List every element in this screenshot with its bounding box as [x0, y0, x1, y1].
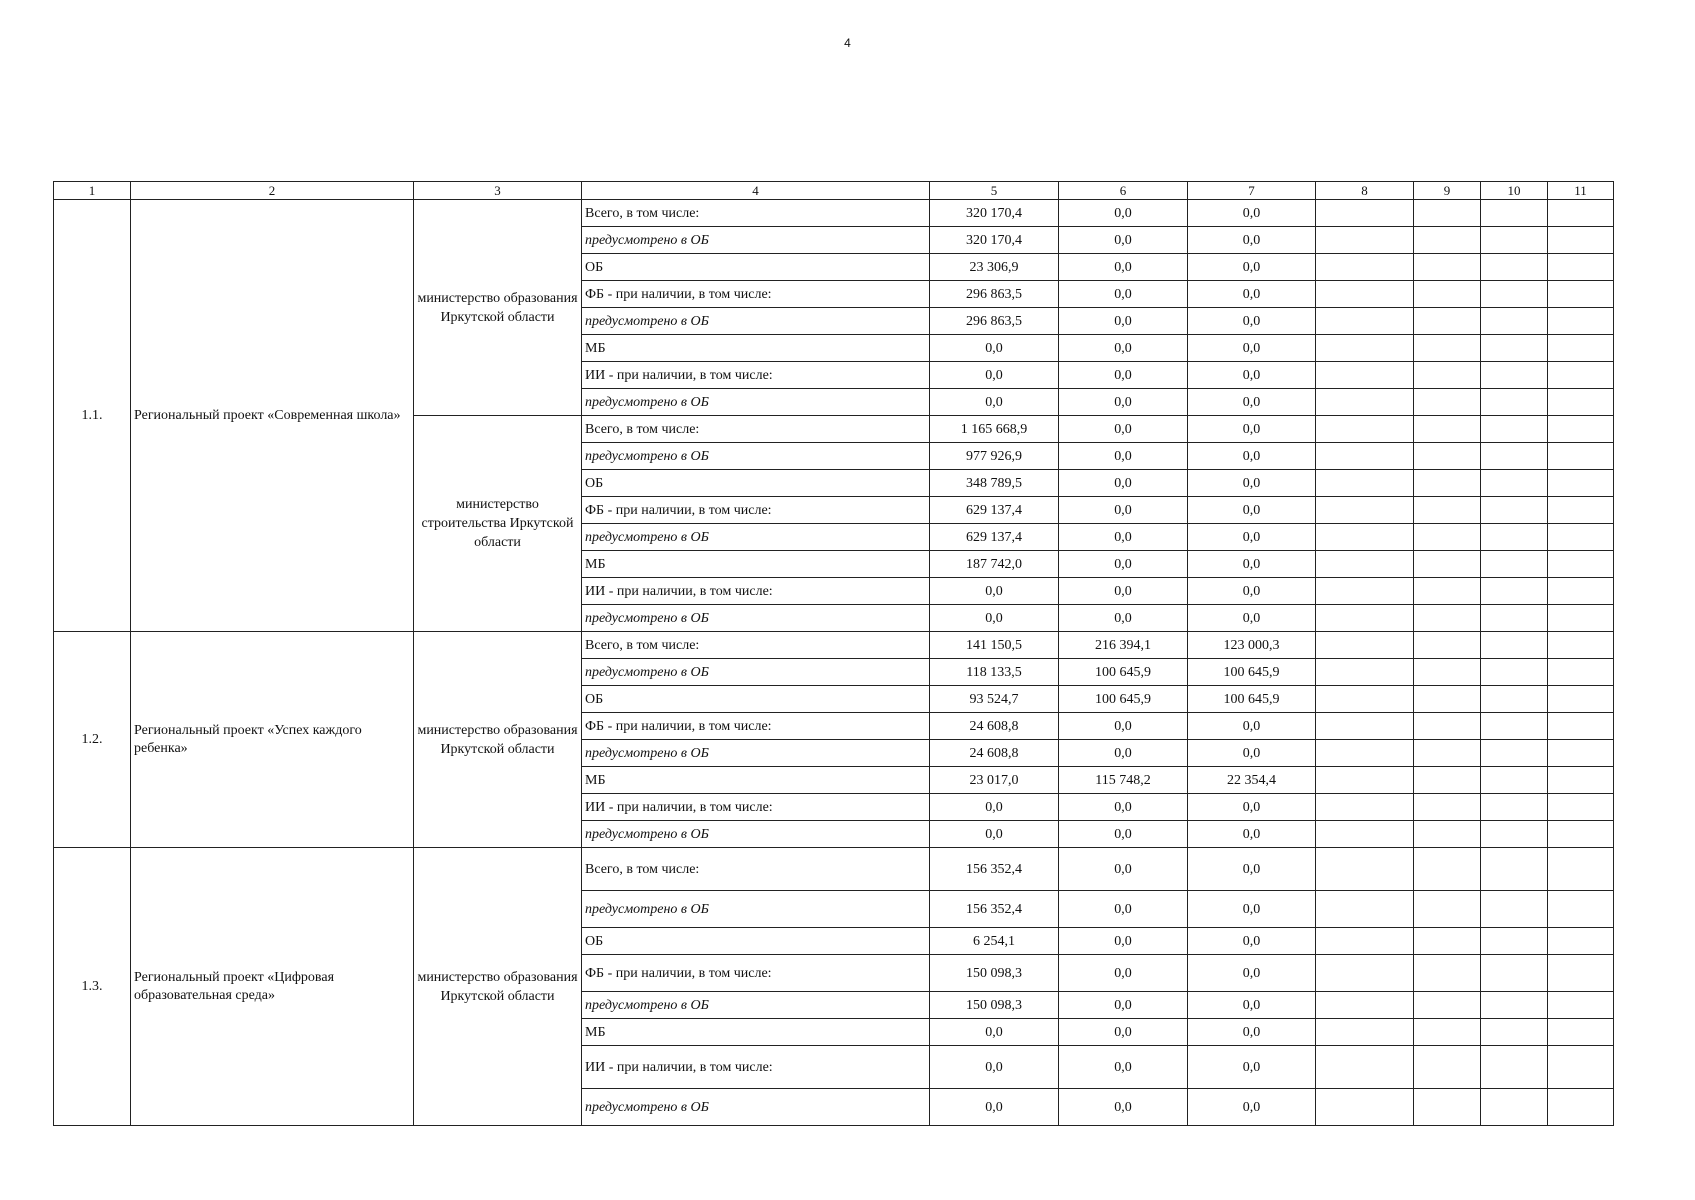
- empty-col10: [1481, 794, 1548, 821]
- section-number: 1.3.: [54, 848, 131, 1126]
- value-col7: 0,0: [1188, 443, 1316, 470]
- empty-col10: [1481, 254, 1548, 281]
- empty-col9: [1414, 632, 1481, 659]
- funding-source: Всего, в том числе:: [582, 416, 930, 443]
- empty-col9: [1414, 955, 1481, 992]
- empty-col9: [1414, 928, 1481, 955]
- empty-col8: [1316, 767, 1414, 794]
- value-col5: 0,0: [930, 362, 1059, 389]
- funding-source: предусмотрено в ОБ: [582, 605, 930, 632]
- empty-col11: [1548, 416, 1614, 443]
- empty-col9: [1414, 713, 1481, 740]
- empty-col11: [1548, 578, 1614, 605]
- funding-source: ИИ - при наличии, в том числе:: [582, 578, 930, 605]
- empty-col10: [1481, 740, 1548, 767]
- empty-col8: [1316, 254, 1414, 281]
- value-col7: 0,0: [1188, 928, 1316, 955]
- value-col6: 0,0: [1059, 254, 1188, 281]
- empty-col11: [1548, 713, 1614, 740]
- funding-source: предусмотрено в ОБ: [582, 891, 930, 928]
- empty-col10: [1481, 551, 1548, 578]
- funding-source: ФБ - при наличии, в том числе:: [582, 497, 930, 524]
- value-col7: 0,0: [1188, 992, 1316, 1019]
- value-col5: 0,0: [930, 821, 1059, 848]
- empty-col9: [1414, 1019, 1481, 1046]
- value-col7: 0,0: [1188, 955, 1316, 992]
- empty-col8: [1316, 416, 1414, 443]
- empty-col11: [1548, 821, 1614, 848]
- funding-source: ФБ - при наличии, в том числе:: [582, 955, 930, 992]
- value-col5: 0,0: [930, 794, 1059, 821]
- funding-source: Всего, в том числе:: [582, 632, 930, 659]
- empty-col11: [1548, 497, 1614, 524]
- empty-col8: [1316, 389, 1414, 416]
- table-row: [54, 632, 1614, 659]
- value-col7: 0,0: [1188, 605, 1316, 632]
- column-header: 7: [1188, 182, 1316, 200]
- funding-source: предусмотрено в ОБ: [582, 443, 930, 470]
- value-col7: 0,0: [1188, 1019, 1316, 1046]
- funding-source: ОБ: [582, 686, 930, 713]
- value-col7: 0,0: [1188, 578, 1316, 605]
- funding-source: предусмотрено в ОБ: [582, 1089, 930, 1126]
- empty-col10: [1481, 659, 1548, 686]
- empty-col11: [1548, 891, 1614, 928]
- value-col7: 0,0: [1188, 1046, 1316, 1089]
- empty-col11: [1548, 200, 1614, 227]
- empty-col8: [1316, 1046, 1414, 1089]
- empty-col8: [1316, 578, 1414, 605]
- empty-col9: [1414, 848, 1481, 891]
- value-col5: 156 352,4: [930, 891, 1059, 928]
- empty-col8: [1316, 928, 1414, 955]
- empty-col9: [1414, 686, 1481, 713]
- empty-col11: [1548, 659, 1614, 686]
- empty-col10: [1481, 308, 1548, 335]
- funding-source: Всего, в том числе:: [582, 848, 930, 891]
- empty-col11: [1548, 1019, 1614, 1046]
- value-col7: 0,0: [1188, 1089, 1316, 1126]
- empty-col9: [1414, 470, 1481, 497]
- value-col7: 0,0: [1188, 821, 1316, 848]
- value-col6: 100 645,9: [1059, 659, 1188, 686]
- value-col6: 0,0: [1059, 200, 1188, 227]
- value-col6: 0,0: [1059, 713, 1188, 740]
- empty-col11: [1548, 794, 1614, 821]
- value-col5: 118 133,5: [930, 659, 1059, 686]
- value-col6: 0,0: [1059, 955, 1188, 992]
- value-col7: 0,0: [1188, 281, 1316, 308]
- value-col6: 0,0: [1059, 992, 1188, 1019]
- value-col5: 0,0: [930, 335, 1059, 362]
- empty-col11: [1548, 281, 1614, 308]
- empty-col9: [1414, 443, 1481, 470]
- empty-col8: [1316, 443, 1414, 470]
- column-header: 5: [930, 182, 1059, 200]
- table-row: [54, 200, 1614, 227]
- funding-source: ОБ: [582, 254, 930, 281]
- column-header: 8: [1316, 182, 1414, 200]
- value-col6: 100 645,9: [1059, 686, 1188, 713]
- value-col7: 0,0: [1188, 794, 1316, 821]
- value-col6: 0,0: [1059, 891, 1188, 928]
- value-col6: 0,0: [1059, 740, 1188, 767]
- value-col5: 93 524,7: [930, 686, 1059, 713]
- value-col7: 0,0: [1188, 227, 1316, 254]
- empty-col8: [1316, 497, 1414, 524]
- value-col7: 0,0: [1188, 200, 1316, 227]
- value-col6: 0,0: [1059, 1019, 1188, 1046]
- empty-col9: [1414, 281, 1481, 308]
- section-number: 1.1.: [54, 200, 131, 632]
- value-col6: 0,0: [1059, 362, 1188, 389]
- value-col5: 187 742,0: [930, 551, 1059, 578]
- empty-col11: [1548, 308, 1614, 335]
- empty-col10: [1481, 1046, 1548, 1089]
- value-col6: 0,0: [1059, 389, 1188, 416]
- funding-source: Всего, в том числе:: [582, 200, 930, 227]
- value-col5: 150 098,3: [930, 992, 1059, 1019]
- value-col5: 24 608,8: [930, 713, 1059, 740]
- value-col6: 0,0: [1059, 443, 1188, 470]
- section-number: 1.2.: [54, 632, 131, 848]
- value-col5: 296 863,5: [930, 281, 1059, 308]
- funding-source: ИИ - при наличии, в том числе:: [582, 1046, 930, 1089]
- empty-col8: [1316, 632, 1414, 659]
- empty-col8: [1316, 551, 1414, 578]
- empty-col8: [1316, 362, 1414, 389]
- empty-col9: [1414, 794, 1481, 821]
- empty-col10: [1481, 1089, 1548, 1126]
- empty-col10: [1481, 767, 1548, 794]
- value-col5: 150 098,3: [930, 955, 1059, 992]
- value-col5: 141 150,5: [930, 632, 1059, 659]
- value-col6: 216 394,1: [1059, 632, 1188, 659]
- empty-col11: [1548, 362, 1614, 389]
- funding-source: МБ: [582, 551, 930, 578]
- value-col7: 0,0: [1188, 416, 1316, 443]
- value-col6: 0,0: [1059, 1046, 1188, 1089]
- empty-col9: [1414, 200, 1481, 227]
- value-col5: 0,0: [930, 605, 1059, 632]
- empty-col11: [1548, 848, 1614, 891]
- empty-col11: [1548, 1046, 1614, 1089]
- empty-col8: [1316, 891, 1414, 928]
- value-col6: 0,0: [1059, 551, 1188, 578]
- funding-source: ФБ - при наличии, в том числе:: [582, 713, 930, 740]
- empty-col10: [1481, 416, 1548, 443]
- empty-col8: [1316, 1019, 1414, 1046]
- empty-col10: [1481, 632, 1548, 659]
- empty-col8: [1316, 200, 1414, 227]
- empty-col10: [1481, 891, 1548, 928]
- empty-col10: [1481, 928, 1548, 955]
- empty-col11: [1548, 389, 1614, 416]
- value-col7: 0,0: [1188, 497, 1316, 524]
- empty-col9: [1414, 524, 1481, 551]
- funding-source: предусмотрено в ОБ: [582, 227, 930, 254]
- page-number: 4: [844, 36, 851, 50]
- empty-col10: [1481, 389, 1548, 416]
- column-header: 9: [1414, 182, 1481, 200]
- funding-source: МБ: [582, 335, 930, 362]
- empty-col10: [1481, 281, 1548, 308]
- empty-col8: [1316, 821, 1414, 848]
- header-row: [54, 182, 1614, 200]
- value-col7: 0,0: [1188, 335, 1316, 362]
- value-col6: 0,0: [1059, 928, 1188, 955]
- empty-col11: [1548, 254, 1614, 281]
- funding-source: ИИ - при наличии, в том числе:: [582, 794, 930, 821]
- empty-col9: [1414, 497, 1481, 524]
- responsible-executor: министерство образования Иркутской области: [414, 200, 582, 416]
- empty-col10: [1481, 955, 1548, 992]
- value-col6: 0,0: [1059, 848, 1188, 891]
- empty-col11: [1548, 1089, 1614, 1126]
- value-col6: 0,0: [1059, 524, 1188, 551]
- empty-col8: [1316, 686, 1414, 713]
- funding-source: МБ: [582, 1019, 930, 1046]
- empty-col9: [1414, 1089, 1481, 1126]
- empty-col11: [1548, 767, 1614, 794]
- funding-source: ОБ: [582, 928, 930, 955]
- empty-col9: [1414, 308, 1481, 335]
- empty-col10: [1481, 821, 1548, 848]
- empty-col10: [1481, 605, 1548, 632]
- empty-col8: [1316, 470, 1414, 497]
- funding-source: предусмотрено в ОБ: [582, 992, 930, 1019]
- empty-col8: [1316, 848, 1414, 891]
- funding-source: предусмотрено в ОБ: [582, 740, 930, 767]
- value-col5: 24 608,8: [930, 740, 1059, 767]
- value-col6: 115 748,2: [1059, 767, 1188, 794]
- funding-source: предусмотрено в ОБ: [582, 524, 930, 551]
- value-col5: 320 170,4: [930, 227, 1059, 254]
- empty-col9: [1414, 335, 1481, 362]
- funding-source: предусмотрено в ОБ: [582, 821, 930, 848]
- value-col5: 629 137,4: [930, 524, 1059, 551]
- empty-col9: [1414, 821, 1481, 848]
- empty-col9: [1414, 254, 1481, 281]
- empty-col11: [1548, 605, 1614, 632]
- value-col5: 0,0: [930, 1019, 1059, 1046]
- value-col6: 0,0: [1059, 227, 1188, 254]
- empty-col9: [1414, 227, 1481, 254]
- value-col6: 0,0: [1059, 308, 1188, 335]
- responsible-executor: министерство строительства Иркутской области: [414, 416, 582, 632]
- value-col7: 0,0: [1188, 551, 1316, 578]
- value-col5: 296 863,5: [930, 308, 1059, 335]
- empty-col8: [1316, 794, 1414, 821]
- empty-col10: [1481, 227, 1548, 254]
- funding-source: ОБ: [582, 470, 930, 497]
- value-col7: 0,0: [1188, 470, 1316, 497]
- empty-col8: [1316, 659, 1414, 686]
- value-col6: 0,0: [1059, 1089, 1188, 1126]
- empty-col11: [1548, 470, 1614, 497]
- empty-col9: [1414, 416, 1481, 443]
- value-col6: 0,0: [1059, 578, 1188, 605]
- empty-col9: [1414, 740, 1481, 767]
- empty-col9: [1414, 389, 1481, 416]
- value-col7: 22 354,4: [1188, 767, 1316, 794]
- value-col7: 0,0: [1188, 254, 1316, 281]
- empty-col10: [1481, 443, 1548, 470]
- value-col7: 0,0: [1188, 713, 1316, 740]
- empty-col11: [1548, 632, 1614, 659]
- empty-col10: [1481, 578, 1548, 605]
- empty-col10: [1481, 1019, 1548, 1046]
- empty-col11: [1548, 443, 1614, 470]
- empty-col10: [1481, 200, 1548, 227]
- empty-col11: [1548, 551, 1614, 578]
- budget-table: [53, 181, 1614, 1126]
- value-col5: 156 352,4: [930, 848, 1059, 891]
- value-col7: 0,0: [1188, 740, 1316, 767]
- empty-col8: [1316, 740, 1414, 767]
- empty-col11: [1548, 524, 1614, 551]
- column-header: 11: [1548, 182, 1614, 200]
- value-col6: 0,0: [1059, 416, 1188, 443]
- empty-col10: [1481, 470, 1548, 497]
- empty-col8: [1316, 227, 1414, 254]
- value-col7: 0,0: [1188, 389, 1316, 416]
- value-col7: 123 000,3: [1188, 632, 1316, 659]
- value-col6: 0,0: [1059, 497, 1188, 524]
- empty-col9: [1414, 767, 1481, 794]
- empty-col8: [1316, 281, 1414, 308]
- empty-col11: [1548, 686, 1614, 713]
- project-name: Региональный проект «Цифровая образовательная среда»: [131, 848, 414, 1126]
- column-header: 1: [54, 182, 131, 200]
- empty-col8: [1316, 524, 1414, 551]
- value-col5: 977 926,9: [930, 443, 1059, 470]
- column-header: 10: [1481, 182, 1548, 200]
- value-col5: 23 017,0: [930, 767, 1059, 794]
- empty-col8: [1316, 955, 1414, 992]
- column-header: 4: [582, 182, 930, 200]
- column-header: 6: [1059, 182, 1188, 200]
- empty-col9: [1414, 605, 1481, 632]
- column-header: 3: [414, 182, 582, 200]
- empty-col9: [1414, 551, 1481, 578]
- empty-col11: [1548, 992, 1614, 1019]
- empty-col8: [1316, 713, 1414, 740]
- value-col7: 0,0: [1188, 848, 1316, 891]
- empty-col9: [1414, 1046, 1481, 1089]
- value-col6: 0,0: [1059, 470, 1188, 497]
- value-col5: 1 165 668,9: [930, 416, 1059, 443]
- empty-col11: [1548, 955, 1614, 992]
- empty-col9: [1414, 891, 1481, 928]
- value-col6: 0,0: [1059, 794, 1188, 821]
- empty-col11: [1548, 740, 1614, 767]
- empty-col11: [1548, 227, 1614, 254]
- funding-source: МБ: [582, 767, 930, 794]
- value-col5: 0,0: [930, 1089, 1059, 1126]
- value-col6: 0,0: [1059, 335, 1188, 362]
- value-col5: 23 306,9: [930, 254, 1059, 281]
- empty-col8: [1316, 1089, 1414, 1126]
- empty-col8: [1316, 992, 1414, 1019]
- empty-col8: [1316, 335, 1414, 362]
- value-col7: 100 645,9: [1188, 686, 1316, 713]
- value-col6: 0,0: [1059, 605, 1188, 632]
- table-body: [54, 182, 1614, 1126]
- column-header: 2: [131, 182, 414, 200]
- value-col5: 320 170,4: [930, 200, 1059, 227]
- empty-col10: [1481, 524, 1548, 551]
- empty-col8: [1316, 605, 1414, 632]
- project-name: Региональный проект «Современная школа»: [131, 200, 414, 632]
- funding-source: ФБ - при наличии, в том числе:: [582, 281, 930, 308]
- value-col6: 0,0: [1059, 821, 1188, 848]
- empty-col10: [1481, 848, 1548, 891]
- value-col5: 348 789,5: [930, 470, 1059, 497]
- responsible-executor: министерство образования Иркутской области: [414, 848, 582, 1126]
- value-col5: 6 254,1: [930, 928, 1059, 955]
- value-col6: 0,0: [1059, 281, 1188, 308]
- empty-col9: [1414, 362, 1481, 389]
- value-col5: 0,0: [930, 389, 1059, 416]
- empty-col8: [1316, 308, 1414, 335]
- value-col5: 0,0: [930, 578, 1059, 605]
- value-col7: 0,0: [1188, 891, 1316, 928]
- empty-col10: [1481, 497, 1548, 524]
- empty-col10: [1481, 362, 1548, 389]
- empty-col11: [1548, 928, 1614, 955]
- empty-col9: [1414, 578, 1481, 605]
- funding-source: предусмотрено в ОБ: [582, 308, 930, 335]
- value-col7: 100 645,9: [1188, 659, 1316, 686]
- table-row: [54, 848, 1614, 891]
- funding-source: ИИ - при наличии, в том числе:: [582, 362, 930, 389]
- empty-col10: [1481, 686, 1548, 713]
- project-name: Региональный проект «Успех каждого ребенка»: [131, 632, 414, 848]
- funding-source: предусмотрено в ОБ: [582, 659, 930, 686]
- empty-col11: [1548, 335, 1614, 362]
- funding-source: предусмотрено в ОБ: [582, 389, 930, 416]
- responsible-executor: министерство образования Иркутской области: [414, 632, 582, 848]
- empty-col9: [1414, 659, 1481, 686]
- empty-col9: [1414, 992, 1481, 1019]
- value-col7: 0,0: [1188, 524, 1316, 551]
- value-col7: 0,0: [1188, 308, 1316, 335]
- empty-col10: [1481, 713, 1548, 740]
- empty-col10: [1481, 335, 1548, 362]
- value-col5: 0,0: [930, 1046, 1059, 1089]
- value-col5: 629 137,4: [930, 497, 1059, 524]
- value-col7: 0,0: [1188, 362, 1316, 389]
- empty-col10: [1481, 992, 1548, 1019]
